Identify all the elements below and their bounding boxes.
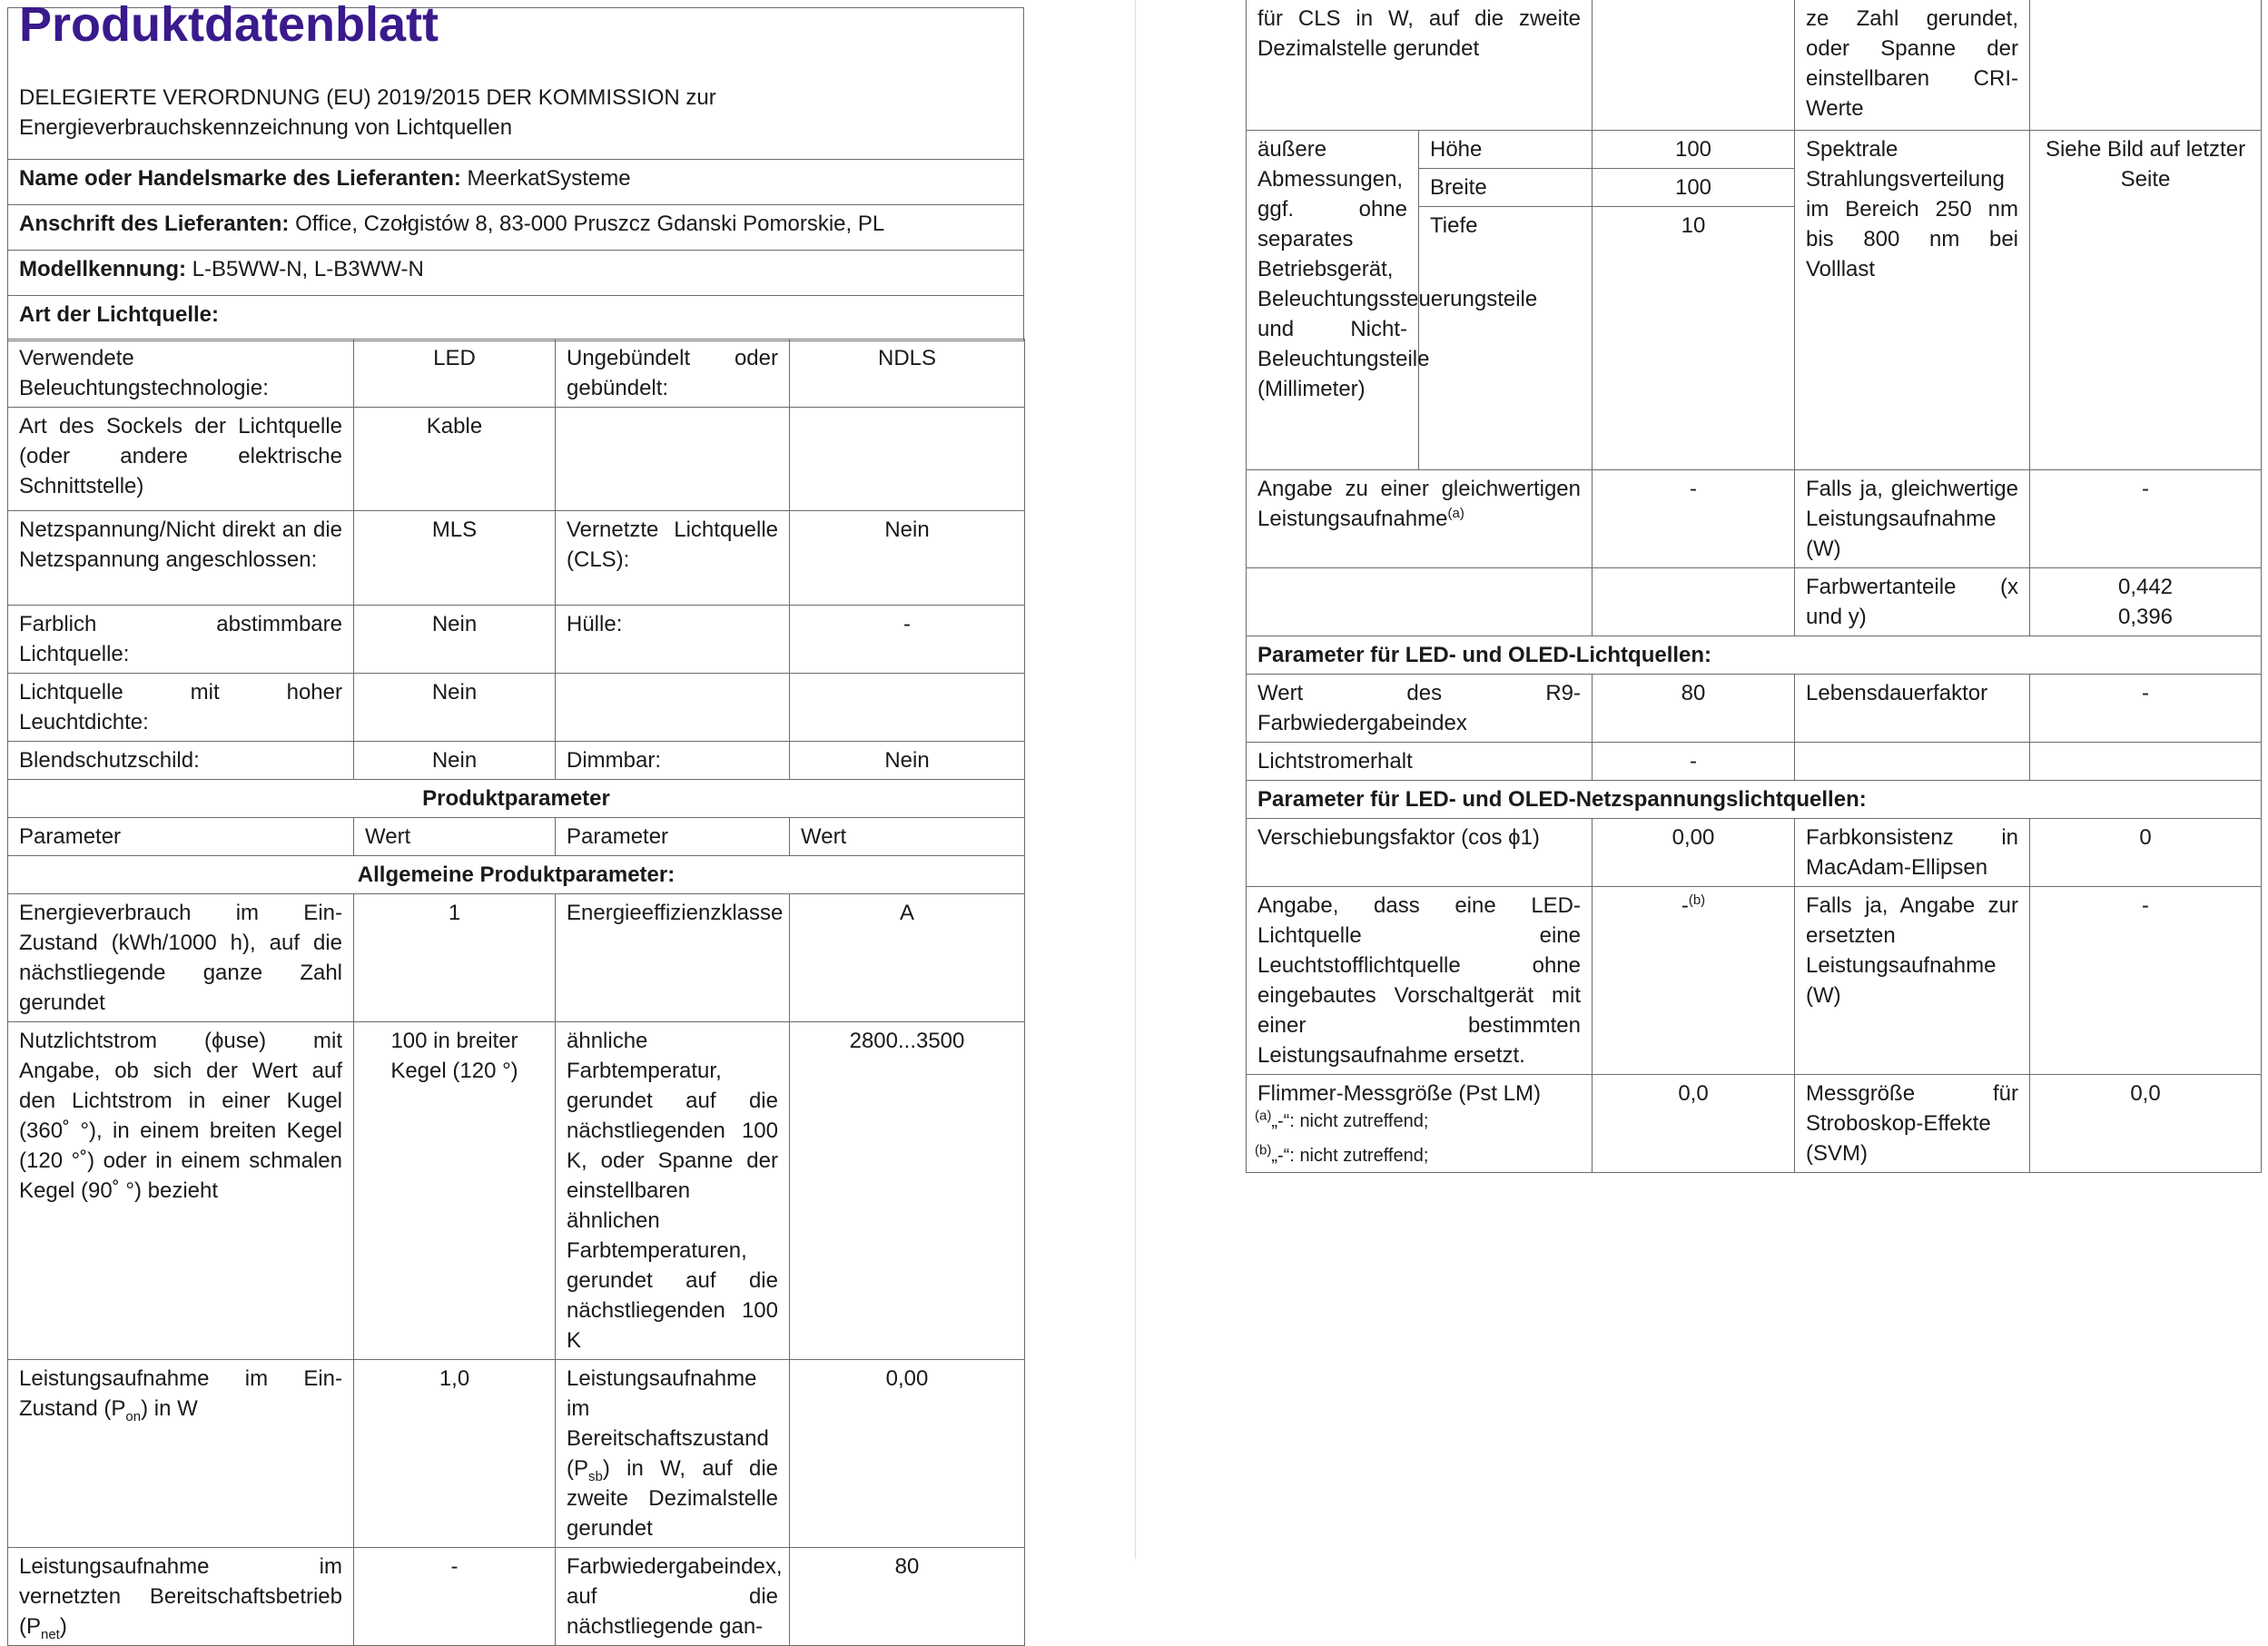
param-cell xyxy=(556,1360,790,1548)
param-cell: ähnliche Farbtemperatur, gerundet auf die nächstliegenden 100 K, oder Spanne der einstellbaren ähnlichen Farbtemperaturen, gerundet auf die nächstliegenden 100 K xyxy=(556,1022,790,1360)
model-value: L-B5WW-N, L-B3WW-N xyxy=(192,257,424,281)
supplier-value: MeerkatSysteme xyxy=(467,166,631,191)
value-cell xyxy=(790,408,1025,511)
value-cell: - xyxy=(2030,469,2262,567)
param-cell: Messgröße für Stroboskop-Effekte (SVM) xyxy=(1795,1074,2030,1172)
param-cell: Spektrale Strahlungsverteilung im Bereich 250 nm bis 800 nm bei Volllast xyxy=(1795,130,2030,469)
chroma-y: 0,396 xyxy=(2117,604,2174,629)
text: Angabe zu einer gleichwertigen Leistungsaufnahme xyxy=(1257,476,1581,531)
mains-row xyxy=(1247,886,2262,1074)
column-header: Wert xyxy=(354,818,556,856)
value-cell: 100 in breiter Kegel (120 °) xyxy=(354,1022,556,1360)
column-header: Parameter xyxy=(8,818,354,856)
param-cell: ze Zahl gerundet, oder Spanne der einstellbaren CRI-Werte xyxy=(1795,0,2030,130)
text: - xyxy=(1681,892,1689,918)
column-header: Wert xyxy=(790,818,1025,856)
value-cell: 0,0 xyxy=(2030,1074,2262,1172)
text: Leistungsaufnahme im Bereitschaftszustand (P xyxy=(567,1366,769,1481)
value-cell: NDLS xyxy=(790,340,1025,408)
model-row xyxy=(8,251,1024,296)
value-cell xyxy=(2030,567,2262,636)
value-cell: - xyxy=(2030,674,2262,742)
value-cell: 2800...3500 xyxy=(790,1022,1025,1360)
value-cell: - xyxy=(1593,742,1795,780)
param-cell: für CLS in W, auf die zweite Dezimalstelle gerundet xyxy=(1247,0,1593,130)
param-cell: Dimmbar: xyxy=(556,742,790,780)
text: Leistungsaufnahme im Ein-Zustand (P xyxy=(19,1366,342,1421)
led-params-heading: Parameter für LED- und OLED-Lichtquellen: xyxy=(1247,636,2262,674)
value-cell: 1,0 xyxy=(354,1360,556,1548)
general-row xyxy=(8,1548,1025,1646)
subscript: on xyxy=(125,1408,142,1424)
param-cell: Lichtstromerhalt xyxy=(1247,742,1593,780)
param-cell: Ungebündelt oder gebündelt: xyxy=(556,340,790,408)
param-cell: Farbwertanteile (x und y) xyxy=(1795,567,2030,636)
param-cell: Lebensdauerfaktor xyxy=(1795,674,2030,742)
chroma-x: 0,442 xyxy=(2117,574,2174,599)
address-row xyxy=(8,205,1024,251)
column-header-row xyxy=(8,818,1025,856)
value-cell: A xyxy=(790,894,1025,1022)
value-cell: Nein xyxy=(790,742,1025,780)
param-cell: Farblich abstimmbare Lichtquelle: xyxy=(8,606,354,674)
value-cell: Nein xyxy=(354,674,556,742)
value-cell xyxy=(1593,567,1795,636)
value-cell: - xyxy=(2030,886,2262,1074)
continued-row xyxy=(1247,0,2262,130)
value-cell xyxy=(790,674,1025,742)
model-label: Modellkennung: xyxy=(19,257,186,281)
dim-name: Breite xyxy=(1419,168,1593,206)
value-cell: - xyxy=(1593,469,1795,567)
value-cell: 0,0 xyxy=(1593,1074,1795,1172)
address-label: Anschrift des Lieferanten: xyxy=(19,212,290,236)
type-row xyxy=(8,340,1025,408)
type-row xyxy=(8,606,1025,674)
param-cell xyxy=(556,674,790,742)
value-cell xyxy=(1593,886,1795,1074)
footnote xyxy=(1255,1144,1428,1168)
param-cell xyxy=(1247,469,1593,567)
param-cell xyxy=(1795,742,2030,780)
text: Leistungsaufnahme im vernetzten Bereitschaftsbetrieb (P xyxy=(19,1554,342,1639)
general-row xyxy=(8,894,1025,1022)
type-row xyxy=(8,408,1025,511)
supplier-label: Name oder Handelsmarke des Lieferanten: xyxy=(19,166,461,191)
dim-name: Höhe xyxy=(1419,130,1593,168)
value-cell: 0 xyxy=(2030,818,2262,886)
param-cell: Farbkonsistenz in MacAdam-Ellipsen xyxy=(1795,818,2030,886)
param-cell: Verschiebungsfaktor (cos ϕ1) xyxy=(1247,818,1593,886)
general-row xyxy=(8,1360,1025,1548)
right-table xyxy=(1246,0,2262,1173)
product-params-heading: Produktparameter xyxy=(8,780,1025,818)
text: ) xyxy=(59,1614,67,1639)
dim-value: 100 xyxy=(1593,168,1795,206)
text: ) in W xyxy=(141,1396,198,1421)
param-cell: Energieverbrauch im Ein-Zustand (kWh/1000 h), auf die nächstliegende ganze Zahl gerundet xyxy=(8,894,354,1022)
value-cell xyxy=(2030,742,2262,780)
left-page xyxy=(0,0,1135,1642)
param-cell: Vernetzte Lichtquelle (CLS): xyxy=(556,511,790,606)
dim-value: 10 xyxy=(1593,206,1795,469)
param-cell: Lichtquelle mit hoher Leuchtdichte: xyxy=(8,674,354,742)
general-params-heading: Allgemeine Produktparameter: xyxy=(8,856,1025,894)
dims-label: äußere Abmessungen, ggf. ohne separates Betriebsgerät, Beleuchtungssteuerungsteile und Nicht-Beleuchtungsteile (Millimeter) xyxy=(1247,130,1419,469)
address-value: Office, Czołgistów 8, 83-000 Pruszcz Gdanski Pomorskie, PL xyxy=(295,212,885,236)
footnote-mark: (b) xyxy=(1688,892,1706,908)
param-cell xyxy=(1247,567,1593,636)
footnote-text: „-“: nicht zutreffend; xyxy=(1271,1146,1429,1166)
param-cell xyxy=(8,1360,354,1548)
type-row xyxy=(8,674,1025,742)
footnote xyxy=(1255,1109,1428,1133)
title-cell xyxy=(8,0,1024,160)
value-cell: 0,00 xyxy=(790,1360,1025,1548)
param-cell: Blendschutzschild: xyxy=(8,742,354,780)
value-cell: - xyxy=(354,1548,556,1646)
value-cell: Nein xyxy=(354,606,556,674)
param-cell xyxy=(8,1548,354,1646)
mains-params-heading: Parameter für LED- und OLED-Netzspannungslichtquellen: xyxy=(1247,780,2262,818)
type-row xyxy=(8,742,1025,780)
supplier-row xyxy=(8,160,1024,205)
param-cell xyxy=(556,408,790,511)
value-cell xyxy=(1593,0,1795,130)
param-cell: Energieeffizienzklasse xyxy=(556,894,790,1022)
equiv-row xyxy=(1247,469,2262,567)
column-header: Parameter xyxy=(556,818,790,856)
param-cell: Falls ja, Angabe zur ersetzten Leistungsaufnahme (W) xyxy=(1795,886,2030,1074)
value-cell: Kable xyxy=(354,408,556,511)
type-row xyxy=(8,511,1025,606)
param-cell: Farbwiedergabeindex, auf die nächstliegende gan- xyxy=(556,1548,790,1646)
value-cell: Nein xyxy=(354,742,556,780)
param-cell: Falls ja, gleichwertige Leistungsaufnahme (W) xyxy=(1795,469,2030,567)
param-cell: Verwendete Beleuchtungstechnologie: xyxy=(8,340,354,408)
value-cell: - xyxy=(790,606,1025,674)
value-cell: 1 xyxy=(354,894,556,1022)
type-table xyxy=(7,339,1025,1646)
footnote-mark: (a) xyxy=(1255,1108,1272,1124)
value-cell: 80 xyxy=(790,1548,1025,1646)
value-cell xyxy=(2030,0,2262,130)
chroma-row xyxy=(1247,567,2262,636)
param-cell: Hülle: xyxy=(556,606,790,674)
page-title: Produktdatenblatt xyxy=(19,0,439,52)
regulation-text: DELEGIERTE VERORDNUNG (EU) 2019/2015 DER KOMMISSION zur Energieverbrauchskennzeichnung von Lichtquellen xyxy=(19,85,716,140)
subscript: net xyxy=(41,1626,60,1642)
header-table xyxy=(7,0,1024,341)
param-cell: Angabe, dass eine LED-Lichtquelle eine Leuchtstofflichtquelle ohne eingebautes Vorschaltgerät mit einer bestimmten Leistungsaufnahme ersetzt. xyxy=(1247,886,1593,1074)
param-cell: Flimmer-Messgröße (Pst LM) xyxy=(1247,1074,1593,1172)
dim-value: 100 xyxy=(1593,130,1795,168)
param-cell: Nutzlichtstrom (ϕuse) mit Angabe, ob sich der Wert auf den Lichtstrom in einer Kugel (360˚ °), in einem breiten Kegel (120 °˚) oder in einem schmalen Kegel (90˚ °) bezieht xyxy=(8,1022,354,1360)
led-row xyxy=(1247,674,2262,742)
right-page xyxy=(1135,0,2268,1559)
subscript: sb xyxy=(588,1468,603,1484)
mains-row xyxy=(1247,818,2262,886)
value-cell: LED xyxy=(354,340,556,408)
value-cell: Siehe Bild auf letzter Seite xyxy=(2030,130,2262,469)
param-cell: Wert des R9-Farbwiedergabeindex xyxy=(1247,674,1593,742)
light-source-type-heading: Art der Lichtquelle: xyxy=(8,296,1024,341)
value-cell: 80 xyxy=(1593,674,1795,742)
dims-row xyxy=(1247,130,2262,168)
footnote-mark: (a) xyxy=(1447,505,1464,521)
value-cell: Nein xyxy=(790,511,1025,606)
footnote-text: „-“: nicht zutreffend; xyxy=(1271,1111,1429,1131)
led-row xyxy=(1247,742,2262,780)
param-cell: Art des Sockels der Lichtquelle (oder andere elektrische Schnittstelle) xyxy=(8,408,354,511)
param-cell: Netzspannung/Nicht direkt an die Netzspannung angeschlossen: xyxy=(8,511,354,606)
general-row xyxy=(8,1022,1025,1360)
dim-name: Tiefe xyxy=(1419,206,1593,469)
value-cell: MLS xyxy=(354,511,556,606)
text: ) in W, auf die zweite Dezimalstelle gerundet xyxy=(567,1456,778,1541)
value-cell: 0,00 xyxy=(1593,818,1795,886)
footnote-mark: (b) xyxy=(1255,1142,1272,1158)
